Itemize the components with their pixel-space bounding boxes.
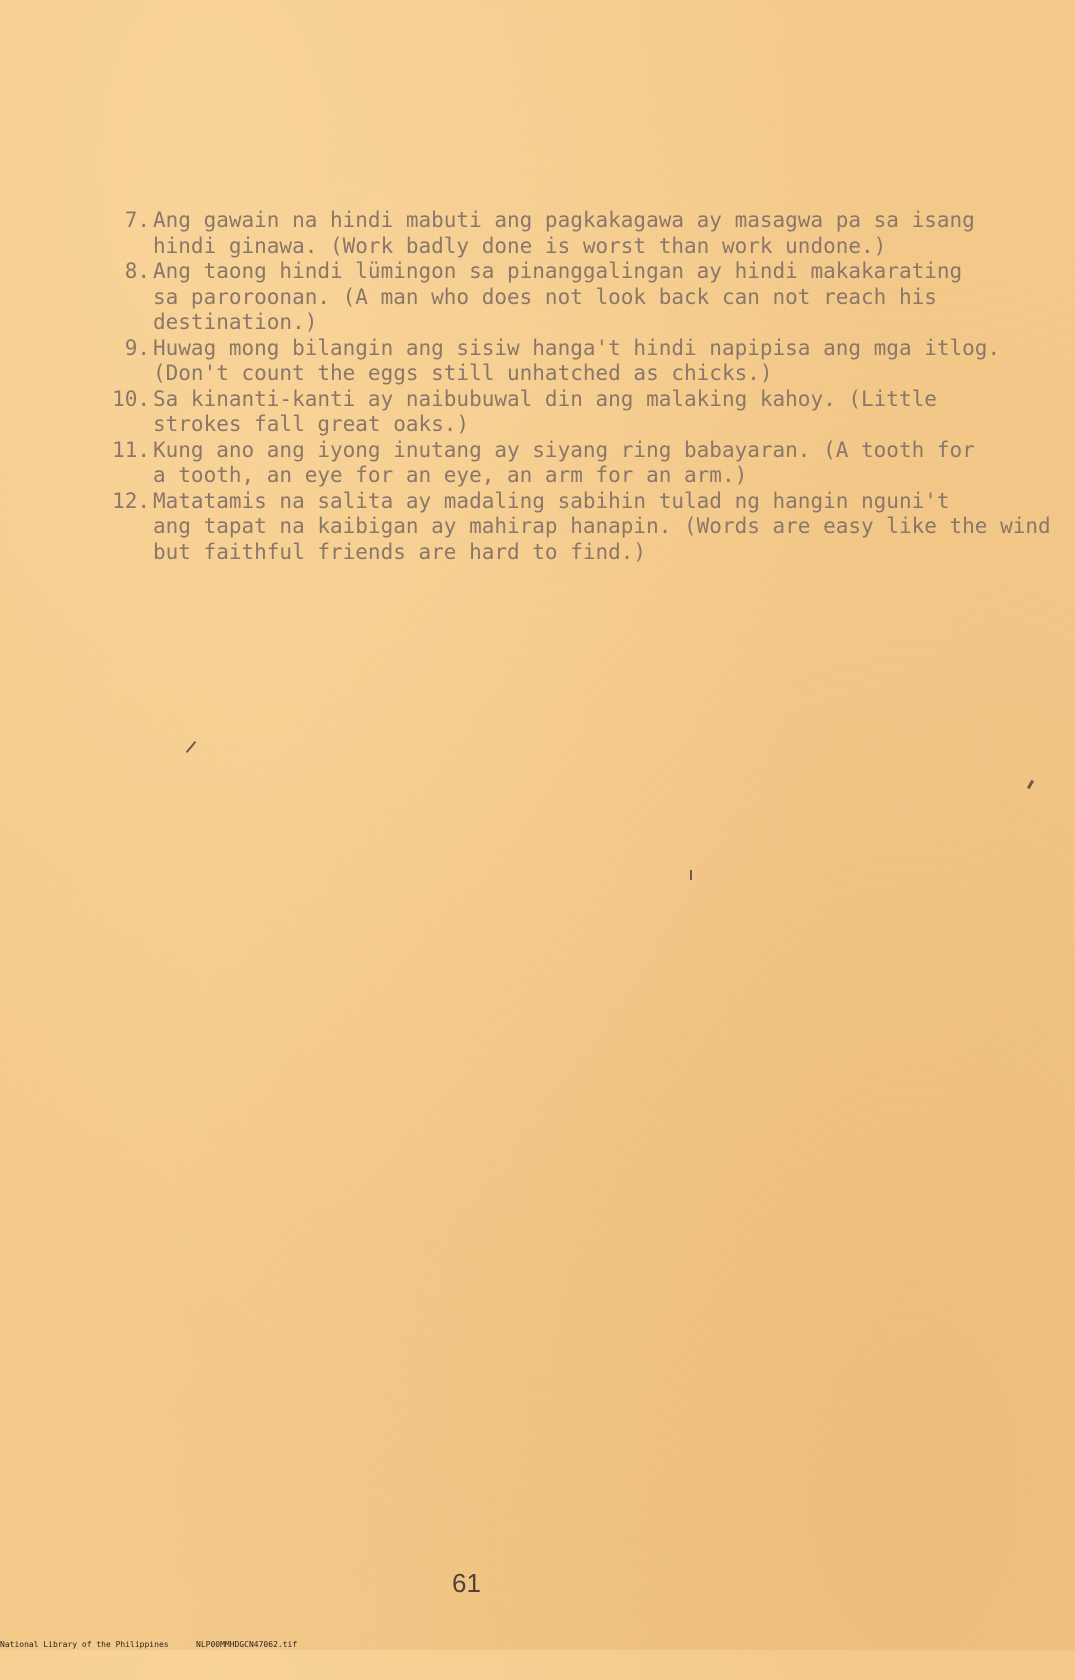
item-number: 8. — [124, 259, 150, 283]
item-number: 12. — [112, 488, 150, 513]
item-line: (Don't count the eggs still unhatched as chicks.) — [153, 361, 773, 385]
item-number: 7. — [124, 208, 150, 232]
footer-filename: NLP00MMHDGCN47062.tif — [196, 1640, 298, 1649]
list-item — [100, 489, 1060, 566]
item-line: Ang taong hindi lümingon sa pinanggalingan ay hindi makakarating — [153, 259, 963, 283]
item-line: a tooth, an eye for an eye, an arm for an arm.) — [153, 463, 748, 487]
ink-mark — [1027, 780, 1034, 789]
item-line: sa paroroonan. (A man who does not look back can not reach his — [153, 284, 937, 309]
item-line: Sa kinanti-kanti ay naibubuwal din ang malaking kahoy. (Little — [153, 386, 937, 411]
item-line: ang tapat na kaibigan ay mahirap hanapin. (Words are easy like the wind — [153, 514, 1051, 538]
list-item — [100, 259, 1060, 336]
item-number: 9. — [124, 335, 150, 360]
item-line: Kung ano ang iyong inutang ay siyang ring babayaran. (A tooth for — [153, 437, 975, 462]
scan-footer — [0, 1640, 1075, 1680]
list-item — [100, 387, 1060, 438]
item-line: hindi ginawa. (Work badly done is worst than work undone.) — [153, 233, 887, 258]
proverb-list — [100, 208, 1060, 565]
ink-mark — [690, 870, 692, 880]
item-line: strokes fall great oaks.) — [153, 412, 470, 436]
item-line: destination.) — [153, 310, 318, 334]
item-line: Ang gawain na hindi mabuti ang pagkakagawa ay masagwa pa sa isang — [153, 208, 975, 232]
list-item — [100, 438, 1060, 489]
ink-mark — [186, 741, 197, 753]
list-item — [100, 208, 1060, 259]
footer-library: National Library of the Philippines — [0, 1640, 169, 1649]
item-number: 10. — [112, 386, 150, 411]
item-line: but faithful friends are hard to find.) — [153, 539, 647, 564]
page-number: 61 — [452, 1568, 481, 1598]
item-line: Matatamis na salita ay madaling sabihin tulad ng hangin nguni't — [153, 488, 950, 513]
list-item — [100, 336, 1060, 387]
item-number: 11. — [112, 437, 150, 462]
item-line: Huwag mong bilangin ang sisiw hanga't hindi napipisa ang mga itlog. — [153, 335, 1001, 360]
